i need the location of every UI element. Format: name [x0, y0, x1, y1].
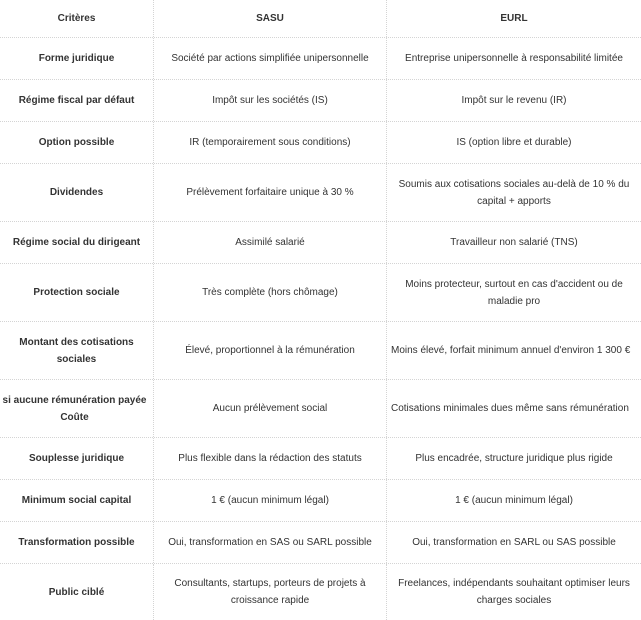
table-row — [0, 564, 641, 620]
sasu-cell: Élevé, proportionnel à la rémunération — [153, 322, 386, 379]
sasu-cell: Assimilé salarié — [153, 222, 386, 263]
header-eurl: EURL — [386, 0, 641, 37]
sasu-cell: Plus flexible dans la rédaction des statuts — [153, 438, 386, 479]
criteria-cell: Forme juridique — [38, 53, 115, 64]
criteria-cell: Régime fiscal par défaut — [18, 95, 135, 106]
criteria-cell: Option possible — [38, 137, 115, 148]
sasu-cell: 1 € (aucun minimum légal) — [153, 480, 386, 521]
eurl-cell: Cotisations minimales dues même sans rémunération — [386, 380, 641, 437]
eurl-cell: Oui, transformation en SARL ou SAS possible — [386, 522, 641, 563]
criteria-cell: Souplesse juridique — [28, 453, 125, 464]
sasu-cell: Consultants, startups, porteurs de projets à croissance rapide — [153, 564, 386, 620]
criteria-cell: Transformation possible — [18, 537, 135, 548]
eurl-cell: Travailleur non salarié (TNS) — [386, 222, 641, 263]
sasu-cell: Aucun prélèvement social — [153, 380, 386, 437]
header-criteria: Critères — [57, 13, 96, 24]
table-row — [0, 380, 641, 438]
table-row — [0, 38, 641, 80]
eurl-cell: IS (option libre et durable) — [386, 122, 641, 163]
table-row — [0, 480, 641, 522]
table-row — [0, 164, 641, 222]
eurl-cell: Moins élevé, forfait minimum annuel d'environ 1 300 € — [386, 322, 641, 379]
sasu-cell: IR (temporairement sous conditions) — [153, 122, 386, 163]
table-row — [0, 264, 641, 322]
eurl-cell: 1 € (aucun minimum légal) — [386, 480, 641, 521]
sasu-cell: Très complète (hors chômage) — [153, 264, 386, 321]
table-row — [0, 438, 641, 480]
eurl-cell: Moins protecteur, surtout en cas d'accident ou de maladie pro — [386, 264, 641, 321]
criteria-cell: Montant des cotisations sociales — [19, 336, 134, 365]
table-row — [0, 322, 641, 380]
table-header-row — [0, 0, 641, 38]
sasu-cell: Société par actions simplifiée unipersonnelle — [153, 38, 386, 79]
criteria-cell: Régime social du dirigeant — [12, 237, 141, 248]
eurl-cell: Soumis aux cotisations sociales au-delà de 10 % du capital + apports — [386, 164, 641, 221]
eurl-cell: Freelances, indépendants souhaitant optimiser leurs charges sociales — [386, 564, 641, 620]
header-sasu: SASU — [153, 0, 386, 37]
table-row — [0, 122, 641, 164]
table-row — [0, 522, 641, 564]
sasu-cell: Oui, transformation en SAS ou SARL possible — [153, 522, 386, 563]
eurl-cell: Impôt sur le revenu (IR) — [386, 80, 641, 121]
criteria-cell: Dividendes — [49, 187, 104, 198]
eurl-cell: Entreprise unipersonnelle à responsabilité limitée — [386, 38, 641, 79]
criteria-cell — [0, 380, 153, 437]
sasu-cell: Prélèvement forfaitaire unique à 30 % — [153, 164, 386, 221]
sasu-cell: Impôt sur les sociétés (IS) — [153, 80, 386, 121]
criteria-cell: Minimum social capital — [21, 495, 132, 506]
eurl-cell: Plus encadrée, structure juridique plus rigide — [386, 438, 641, 479]
table-row — [0, 222, 641, 264]
criteria-cell: Protection sociale — [33, 287, 120, 298]
criteria-cell-text: si aucune rémunération payée Coûte — [2, 394, 147, 423]
table-row — [0, 80, 641, 122]
criteria-cell: Public ciblé — [48, 586, 105, 598]
